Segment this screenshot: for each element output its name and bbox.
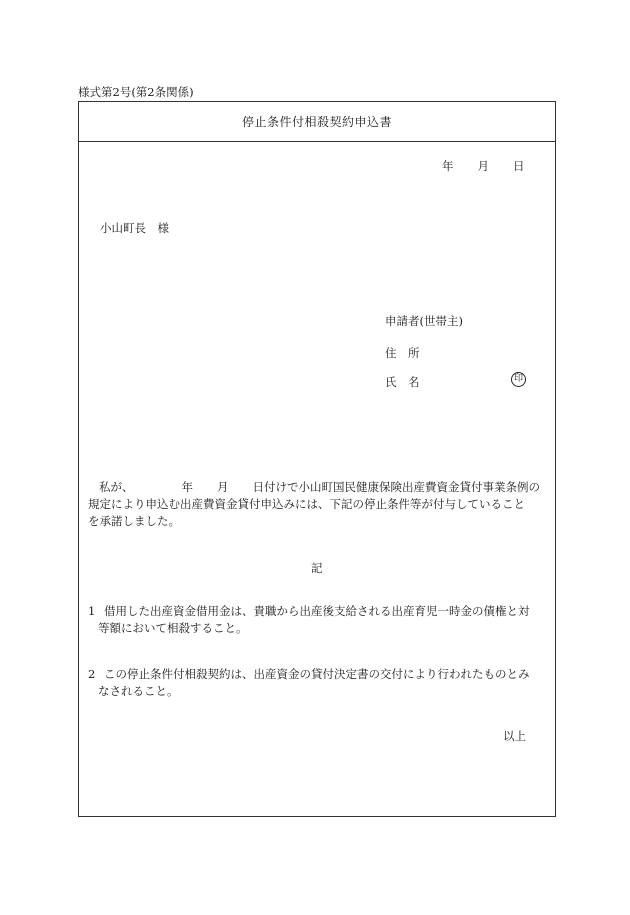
addressee: 小山町長 様 [100,221,169,235]
closing-mark: 以上 [503,729,526,743]
item-text-line-1: 借用した出産資金借用金は、貴職から出産後支給される出産育児一時金の債権と対 [104,604,530,618]
condition-item-1 [88,603,548,637]
address-label: 住 所 [385,346,420,360]
consent-line-3: を承諾しました。 [88,514,180,528]
document-title: 停止条件付相殺契約申込書 [241,115,392,129]
item-number: 2 [88,667,96,681]
form-frame [78,101,556,817]
item-text-line-1: この停止条件付相殺契約は、出産資金の貸付決定書の交付により行われたものとみ [104,667,530,681]
item-number: 1 [88,604,96,618]
condition-item-2 [88,666,548,700]
date-month-label: 月 [477,159,489,173]
consent-line-2: 規定により申込む出産費資金貸付申込みには、下記の停止条件等が付与していること [88,497,525,511]
date-line [442,158,525,174]
consent-year-label: 年 [181,480,193,494]
item-text-line-2: 等額において相殺すること。 [98,621,248,635]
record-heading: 記 [311,561,323,575]
seal-icon: 印 [511,372,526,387]
applicant-heading: 申請者(世帯主) [385,314,463,328]
form-number-label: 様式第2号(第2条関係) [78,85,194,99]
date-day-label: 日 [513,159,525,173]
item-text-line-2: なされること。 [98,684,179,698]
consent-paragraph [88,479,546,530]
consent-text-a: 日付けで小山町国民健康保険出産費資金貸付事業条例の [252,480,540,494]
consent-line-1 [88,479,546,496]
consent-intro: 私が、 [99,480,134,494]
title-row [79,102,555,142]
name-label: 氏 名 [385,375,420,389]
consent-month-label: 月 [217,480,229,494]
date-year-label: 年 [442,159,454,173]
